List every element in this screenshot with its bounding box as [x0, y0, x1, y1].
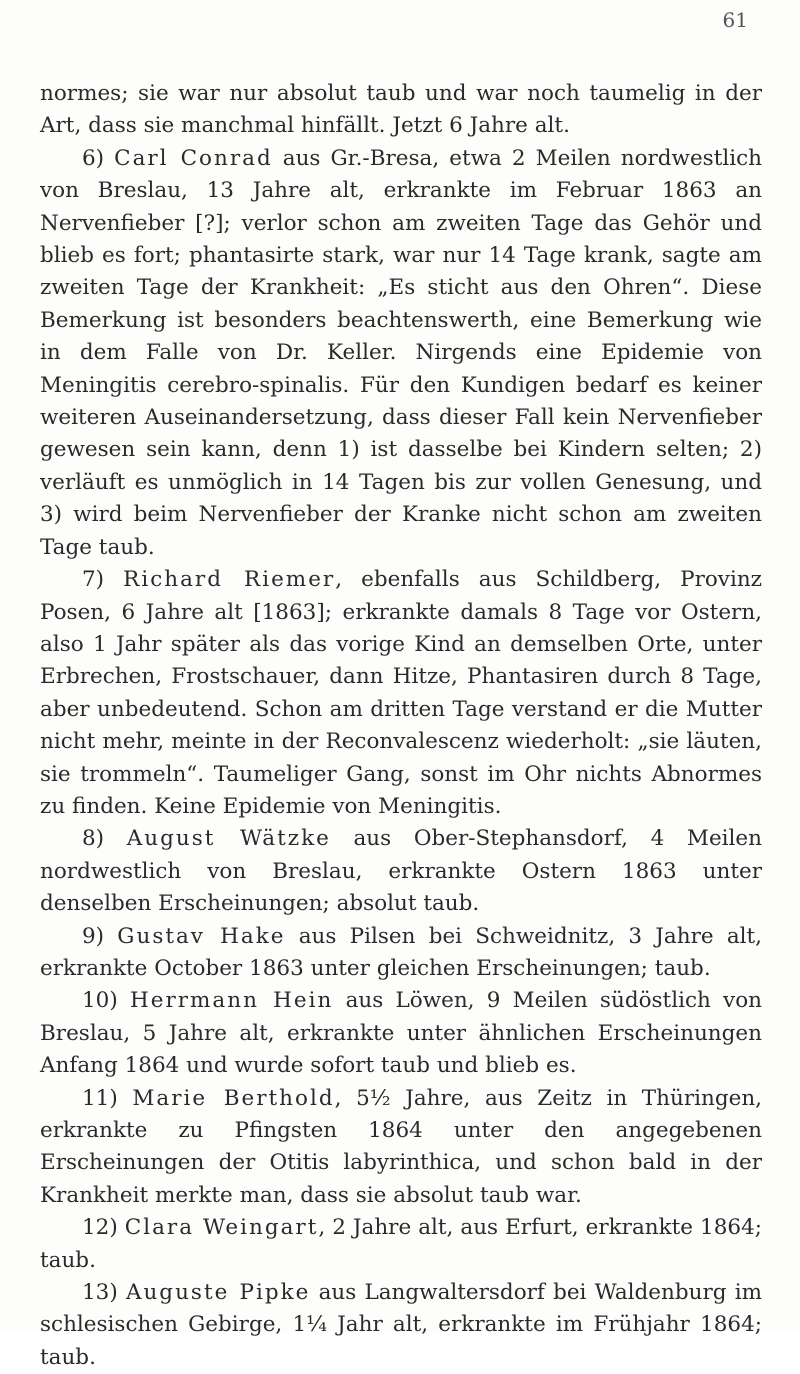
paragraph-text: aus Löwen, 9 Meilen südöstlich von Breslau, 5 Jahre alt, erkrankte unter ähnlichen Erscheinungen Anfang 1864 und wurde sofort taub und blieb es. [40, 988, 762, 1079]
patient-name: Carl Conrad [114, 145, 273, 171]
case-number: 10) [82, 988, 130, 1014]
case-paragraph-9 [40, 921, 762, 986]
paragraph-text: , 5½ Jahre, aus Zeitz in Thüringen, erkrankte zu Pfingsten 1864 unter den angegebenen Erscheinungen der Otitis labyrinthica, und schon bald in der Krankheit merkte man, dass sie absolut taub war. [40, 1085, 762, 1208]
paragraph-text: , 2 Jahre alt, aus Erfurt, erkrankte 1864; taub. [40, 1215, 763, 1273]
case-paragraph-11 [40, 1083, 762, 1213]
case-number: 9) [82, 923, 118, 949]
case-number: 6) [82, 145, 115, 171]
body-text [40, 78, 762, 1374]
case-number: 12) [82, 1215, 125, 1241]
paragraph-text: aus Pilsen bei Schweidnitz, 3 Jahre alt, erkrankte October 1863 unter gleichen Erscheinungen; taub. [40, 923, 762, 981]
case-paragraph-7 [40, 564, 762, 823]
paragraph-text: aus Langwaltersdorf bei Waldenburg im schlesischen Gebirge, 1¼ Jahr alt, erkrankte im Frühjahr 1864; taub. [40, 1280, 762, 1370]
patient-name: Herrmann Hein [129, 988, 334, 1014]
patient-name: Clara Weingart [124, 1215, 319, 1241]
page-number: 61 [722, 8, 748, 32]
case-number: 8) [82, 826, 127, 852]
case-number: 13) [82, 1280, 126, 1306]
paragraph-continuation [40, 78, 762, 143]
patient-name: Gustav Hake [117, 923, 286, 949]
patient-name: Auguste Pipke [125, 1280, 311, 1306]
patient-name: August Wätzke [126, 826, 331, 852]
case-number: 7) [82, 567, 124, 593]
case-paragraph-13 [40, 1277, 762, 1374]
paragraph-text: , ebenfalls aus Schildberg, Provinz Posen, 6 Jahre alt [1863]; erkrankte damals 8 Tage vor Ostern, also 1 Jahr später als das vorige Kind an demselben Orte, unter Erbrechen, Frostschauer, dann Hitze, Phantasiren durch 8 Tage, aber unbedeutend. Schon am dritten Tage verstand er die Mutter nicht mehr, meinte in der Reconvalescenz wiederholt: „sie läuten, sie trommeln“. Taumeliger Gang, sonst im Ohr nichts Abnormes zu finden. Keine Epidemie von Meningitis. [40, 567, 762, 819]
paragraph-text: normes; sie war nur absolut taub und war noch taumelig in der Art, dass sie manchmal hinfällt. Jetzt 6 Jahre alt. [40, 81, 762, 139]
case-paragraph-10 [40, 985, 762, 1082]
patient-name: Richard Riemer [123, 567, 336, 593]
paragraph-text: aus Ober-Stephansdorf, 4 Meilen nordwestlich von Breslau, erkrankte Ostern 1863 unter denselben Erscheinungen; absolut taub. [40, 826, 762, 917]
patient-name: Marie Berthold [132, 1085, 335, 1111]
paragraph-text: aus Gr.-Bresa, etwa 2 Meilen nordwestlich von Breslau, 13 Jahre alt, erkrankte im Februar 1863 an Nervenfieber [?]; verlor schon am zweiten Tage das Gehör und blieb es fort; phantasirte stark, war nur 14 Tage krank, sagte am zweiten Tage der Krankheit: „Es sticht aus den Ohren“. Diese Bemerkung ist besonders beachtenswerth, eine Bemerkung wie in dem Falle von Dr. Keller. Nirgends eine Epidemie von Meningitis cerebro-spinalis. Für den Kundigen bedarf es keiner weiteren Auseinandersetzung, dass dieser Fall kein Nervenfieber gewesen sein kann, denn 1) ist dasselbe bei Kindern selten; 2) verläuft es unmöglich in 14 Tagen bis zur vollen Genesung, und 3) wird beim Nervenfieber der Kranke nicht schon am zweiten Tage taub. [40, 145, 762, 560]
case-paragraph-12 [40, 1212, 762, 1277]
case-paragraph-6 [40, 143, 762, 564]
case-paragraph-8 [40, 823, 762, 920]
case-number: 11) [82, 1085, 133, 1111]
